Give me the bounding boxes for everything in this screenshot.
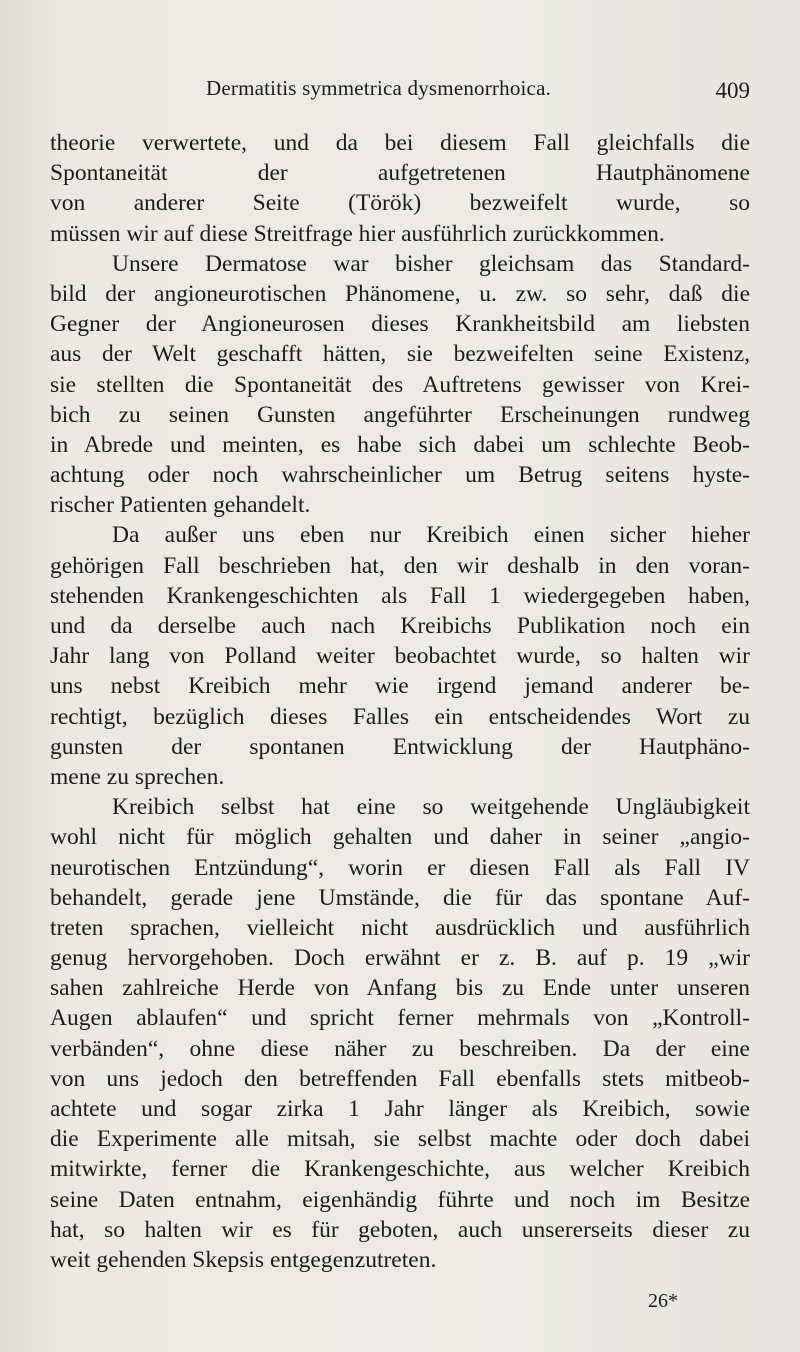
text-line: von anderer Seite (Török) bezweifelt wurde, so (50, 190, 750, 217)
body-text (50, 128, 750, 1275)
text-line: neurotischen Entzündung“, worin er diesen Fall als Fall IV (50, 854, 750, 881)
text-line: wohl nicht für möglich gehalten und daher in seiner „angio- (50, 824, 750, 851)
text-line: treten sprachen, vielleicht nicht ausdrücklich und ausführlich (50, 914, 750, 941)
text-line: in Abrede und meinten, es habe sich dabei um schlechte Beob- (50, 431, 750, 458)
text-line: rischer Patienten gehandelt. (50, 492, 311, 519)
text-line: Unsere Dermatose war bisher gleichsam das Standard- (112, 250, 750, 277)
text-line: aus der Welt geschafft hätten, sie bezweifelten seine Existenz, (50, 341, 750, 368)
text-line: seine Daten entnahm, eigenhändig führte und noch im Besitze (50, 1186, 750, 1213)
text-line: Kreibich selbst hat eine so weitgehende Ungläubigkeit (112, 794, 750, 821)
text-line: weit gehenden Skepsis entgegenzutreten. (50, 1246, 437, 1273)
text-line: theorie verwertete, und da bei diesem Fall gleichfalls die (50, 130, 750, 156)
text-line: sahen zahlreiche Herde von Anfang bis zu Ende unter unseren (50, 975, 750, 1002)
text-line: bild der angioneurotischen Phänomene, u. zw. so sehr, daß die (50, 280, 750, 307)
text-line: Spontaneität der aufgetretenen Hautphänomene (50, 160, 750, 187)
text-line: Jahr lang von Polland weiter beobachtet wurde, so halten wir (50, 643, 750, 670)
text-line: mitwirkte, ferner die Krankengeschichte, aus welcher Kreibich (50, 1156, 750, 1183)
text-line: behandelt, gerade jene Umstände, die für das spontane Auf- (50, 884, 750, 911)
page-header (50, 72, 750, 106)
text-line: mene zu sprechen. (50, 763, 225, 790)
text-line: gunsten der spontanen Entwicklung der Hautphäno- (50, 733, 750, 760)
text-line: Augen ablaufen“ und spricht ferner mehrmals von „Kontroll- (50, 1005, 750, 1032)
text-line: stehenden Krankengeschichten als Fall 1 wiedergegeben haben, (50, 582, 750, 609)
text-line: verbänden“, ohne diese näher zu beschreiben. Da der eine (50, 1035, 750, 1062)
text-line: Gegner der Angioneurosen dieses Krankheitsbild am liebsten (50, 311, 750, 338)
running-title: Dermatitis symmetrica dysmenorrhoica. (206, 76, 552, 100)
text-line: genug hervorgehoben. Doch erwähnt er z. B. auf p. 19 „wir (50, 945, 750, 972)
signature-mark: 26* (648, 1290, 678, 1312)
text-line: bich zu seinen Gunsten angeführter Erscheinungen rundweg (50, 401, 750, 428)
text-line: sie stellten die Spontaneität des Auftretens gewisser von Krei- (50, 371, 750, 398)
text-line: Da außer uns eben nur Kreibich einen sicher hieher (112, 522, 750, 549)
text-line: von uns jedoch den betreffenden Fall ebenfalls stets mitbeob- (50, 1065, 750, 1092)
text-line: rechtigt, bezüglich dieses Falles ein entscheidendes Wort zu (50, 703, 750, 730)
text-line: und da derselbe auch nach Kreibichs Publikation noch ein (50, 613, 750, 639)
text-line: hat, so halten wir es für geboten, auch unsererseits dieser zu (50, 1216, 750, 1243)
text-line: müssen wir auf diese Streitfrage hier ausführlich zurückkommen. (50, 220, 665, 247)
text-line: achtung oder noch wahrscheinlicher um Betrug seitens hyste- (50, 462, 750, 489)
text-line: gehörigen Fall beschrieben hat, den wir deshalb in den voran- (50, 552, 750, 579)
text-line: uns nebst Kreibich mehr wie irgend jemand anderer be- (50, 673, 750, 700)
text-line: die Experimente alle mitsah, sie selbst machte oder doch dabei (50, 1126, 750, 1153)
text-line: achtete und sogar zirka 1 Jahr länger als Kreibich, sowie (50, 1096, 750, 1122)
page-number: 409 (715, 78, 750, 103)
